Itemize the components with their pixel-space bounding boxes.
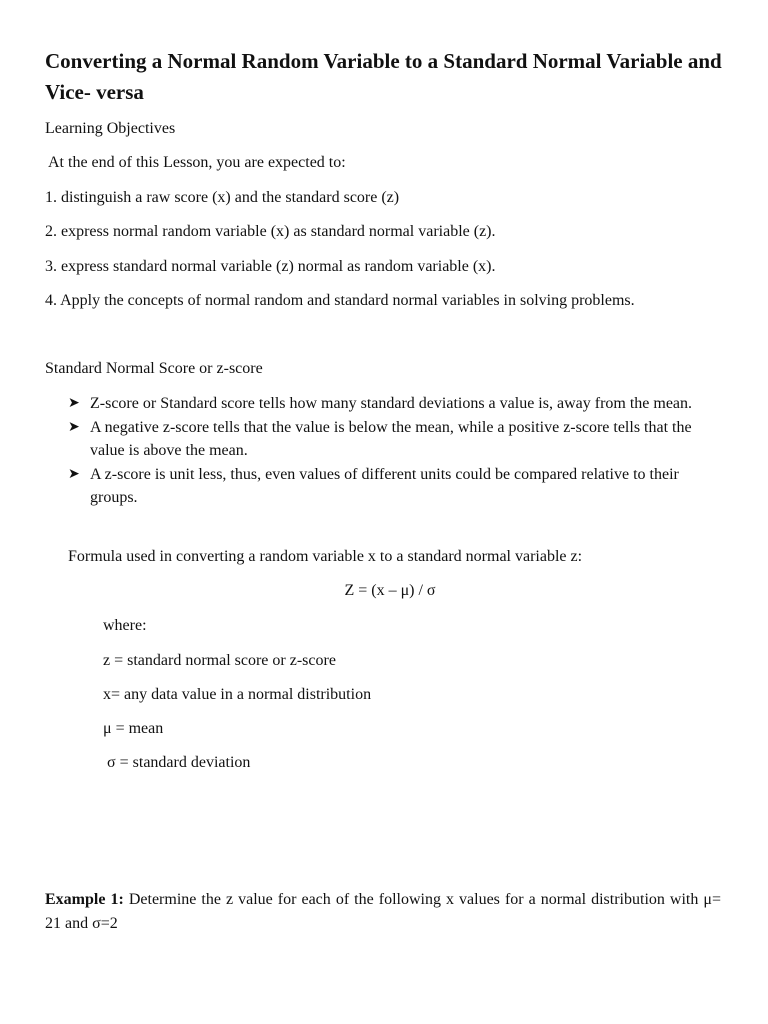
definition-sigma: σ = standard deviation (107, 754, 251, 771)
bullet-item (68, 392, 708, 416)
bullet-text: A negative z-score tells that the value is below the mean, while a positive z-score tells that the value is above the mean. (90, 418, 692, 459)
bullet-item (68, 463, 708, 510)
example-1-paragraph (45, 888, 721, 936)
definition-z: z = standard normal score or z-score (103, 652, 336, 669)
where-label: where: (103, 617, 147, 634)
bullet-item (68, 416, 708, 463)
zscore-heading: Standard Normal Score or z-score (45, 360, 263, 377)
arrowhead-bullet-icon: ➤ (68, 419, 80, 435)
document-title: Converting a Normal Random Variable to a Standard Normal Variable and Vice- versa (45, 49, 722, 104)
definition-x: x= any data value in a normal distribution (103, 686, 372, 703)
arrowhead-bullet-icon: ➤ (68, 466, 80, 482)
definition-mu: μ = mean (103, 720, 164, 737)
formula-intro: Formula used in converting a random variable x to a standard normal variable z: (68, 548, 583, 565)
bullet-text: Z-score or Standard score tells how many standard deviations a value is, away from the mean. (90, 395, 693, 412)
objective-item-4: 4. Apply the concepts of normal random and standard normal variables in solving problems. (45, 292, 635, 309)
example-label: Example 1: (45, 891, 124, 908)
example-text: Determine the z value for each of the following x values for a normal distribution with μ= 21 and σ=2 (45, 891, 721, 932)
arrowhead-bullet-icon: ➤ (68, 396, 80, 411)
bullet-text: A z-score is unit less, thus, even values of different units could be compared relative to their groups. (90, 465, 679, 506)
objectives-heading: Learning Objectives (45, 120, 176, 137)
objective-item-3: 3. express standard normal variable (z) normal as random variable (x). (45, 258, 496, 275)
objective-item-1: 1. distinguish a raw score (x) and the standard score (z) (45, 189, 400, 206)
zscore-formula: Z = (x – μ) / σ (344, 582, 436, 599)
objective-item-2: 2. express normal random variable (x) as standard normal variable (z). (45, 223, 496, 240)
zscore-bullet-list (68, 392, 708, 510)
objectives-intro: At the end of this Lesson, you are expected to: (48, 154, 346, 171)
